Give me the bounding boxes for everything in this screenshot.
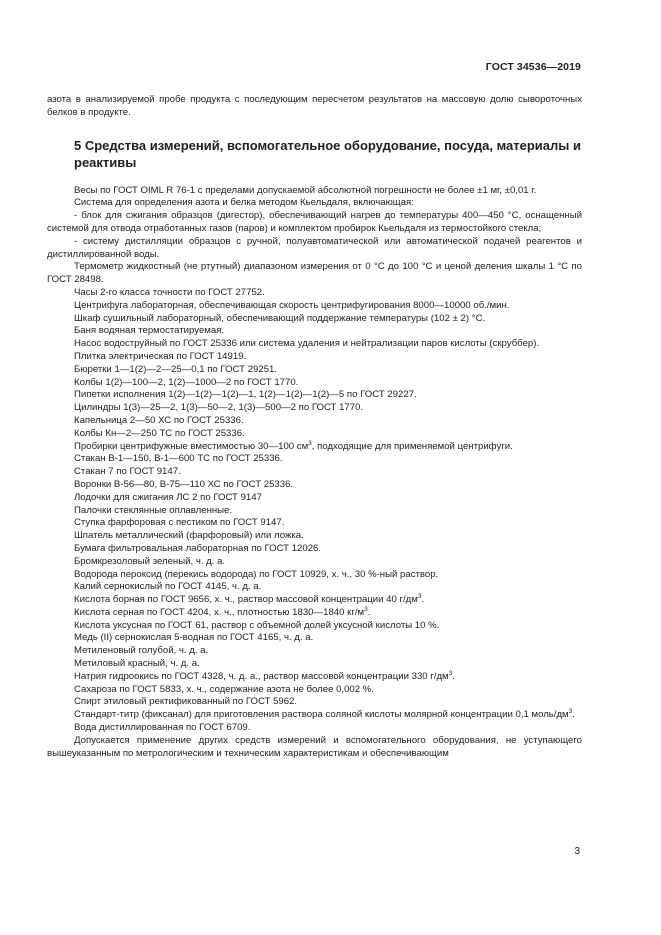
text-run: Пробирки центрифужные вместимостью 30—100 см [74,440,309,452]
superscript: 3 [568,708,573,716]
text-run: Кислота борная по ГОСТ 9656, х. ч., раствор массовой концентрации 40 г/дм [74,594,418,606]
paragraph: Водорода пероксид (перекись водорода) по ГОСТ 10929, х. ч., 30 %-ный раствор. [74,568,439,580]
paragraph: Ступка фарфоровая с пестиком по ГОСТ 9147. [74,517,285,529]
paragraph: Колбы 1(2)—100—2, 1(2)—1000—2 по ГОСТ 1770. [74,376,299,388]
paragraph: Спирт этиловый ректификованный по ГОСТ 5962. [74,696,298,708]
paragraph: Лодочки для сжигания ЛС 2 по ГОСТ 9147 [74,491,262,503]
superscript: 3 [448,669,453,677]
paragraph [47,594,582,607]
paragraph: Медь (II) сернокислая 5-водная по ГОСТ 4165, ч. д. а. [74,632,314,644]
text-run: . [367,606,371,618]
paragraph: Цилиндры 1(3)—25—2, 1(3)—50—2, 1(3)—500—2 по ГОСТ 1770. [74,402,364,414]
paragraph: Пипетки исполнения 1(2)—1(2)—1(2)—1, 1(2)—1(2)—1(2)—5 по ГОСТ 29227. [74,389,417,401]
paragraph: Капельница 2—50 ХС по ГОСТ 25336. [74,414,244,426]
paragraph: Стакан 7 по ГОСТ 9147. [74,466,181,478]
paragraph [47,671,582,684]
paragraph: - систему дистилляции образцов с ручной, полуавтоматической или автоматической подачей реагентов и дистиллированной воды. [47,235,582,260]
text-run: . [452,670,455,682]
paragraph: Палочки стеклянные оплавленные. [74,504,233,516]
paragraph: Колбы Кн—2—250 ТС по ГОСТ 25336. [74,427,245,439]
paragraph: Бумага фильтровальная лабораторная по ГОСТ 12026. [74,542,322,554]
paragraph: Система для определения азота и белка методом Кьельдаля, включающая: [74,197,414,209]
paragraph [47,441,582,454]
paragraph: Вода дистиллированная по ГОСТ 6709. [74,722,251,734]
paragraph: Стакан В-1—150, В-1—600 ТС по ГОСТ 25336. [74,453,283,465]
paragraph: Сахароза по ГОСТ 5833, х. ч., содержание азота не более 0,002 %. [74,683,374,695]
document-body [47,94,582,760]
text-run: . [572,709,575,721]
paragraph: Метиловый красный, ч. д. а. [74,658,200,670]
text-run: Натрия гидроокись по ГОСТ 4328, ч. д. а., раствор массовой концентрации 330 г/дм [74,670,449,682]
paragraph: Кислота уксусная по ГОСТ 61, раствор с объемной долей уксусной кислоты 10 %. [74,619,440,631]
superscript: 3 [308,439,312,447]
paragraph: Плитка электрическая по ГОСТ 14919. [74,350,247,362]
text-run: . [421,594,425,606]
paragraph: Бюретки 1—1(2)—2—25—0,1 по ГОСТ 29251. [74,363,278,375]
paragraph: Метиленовый голубой, ч. д. а. [74,645,209,657]
paragraph: Бромкрезоловый зеленый, ч. д. а. [74,555,226,567]
text-run: , подходящие для применяемой центрифуги. [311,440,513,452]
paragraph: азота в анализируемой пробе продукта с последующим пересчетом результатов на массовую долю сывороточных белков в продукте. [47,94,582,118]
paragraph: Шкаф сушильный лабораторный, обеспечивающий поддержание температуры (102 ± 2) °C. [74,312,486,324]
paragraph: Насос водоструйный по ГОСТ 25336 или система удаления и нейтрализации паров кислоты (скруббер). [74,338,540,350]
text-run: Кислота серная по ГОСТ 4204, х. ч., плотностью 1830—1840 кг/м [74,606,365,618]
text-run: Стандарт-титр (фиксанал) для приготовления раствора соляной кислоты молярной концентрации 0,1 моль/дм [74,709,569,721]
paragraph: Шпатель металлический (фарфоровый) или ложка. [74,530,304,542]
paragraph: - блок для сжигания образцов (дигестор), обеспечивающий нагрев до температуры 400—450 °C, оснащенный системой для отвода отработанных газов (паров) и комплектом пробирок Кьельдаля из термостойкого стекла; [47,210,582,234]
paragraph: Воронки В-56—80, В-75—110 ХС по ГОСТ 25336. [74,478,294,490]
paragraph [47,607,582,620]
page-number: 3 [574,846,580,857]
superscript: 3 [417,593,422,601]
paragraph: Калий сернокислый по ГОСТ 4145, ч. д. а. [74,581,262,593]
paragraph: Баня водяная термостатируемая. [74,325,225,337]
section-heading: 5 Средства измерений, вспомогательное оборудование, посуда, материалы и реактивы [74,137,581,170]
paragraph [47,709,582,722]
paragraph: Центрифуга лабораторная, обеспечивающая скорость центрифугирования 8000—10000 об./мин. [74,299,510,311]
superscript: 3 [364,605,368,613]
paragraph: Часы 2-го класса точности по ГОСТ 27752. [74,286,265,298]
paragraph: Термометр жидкостный (не ртутный) диапазоном измерения от 0 °C до 100 °C и ценой деления шкалы 1 °C по ГОСТ 28498. [47,261,582,286]
paragraph: Допускается применение других средств измерений и вспомогательного оборудования, не уступающего вышеуказанным по метрологическим и техническим характеристикам и обеспечивающим [47,734,582,759]
document-code: ГОСТ 34536—2019 [485,61,581,73]
paragraph: Весы по ГОСТ OIML R 76-1 с пределами допускаемой абсолютной погрешности не более ±1 мг, ±0,01 г. [74,184,537,196]
